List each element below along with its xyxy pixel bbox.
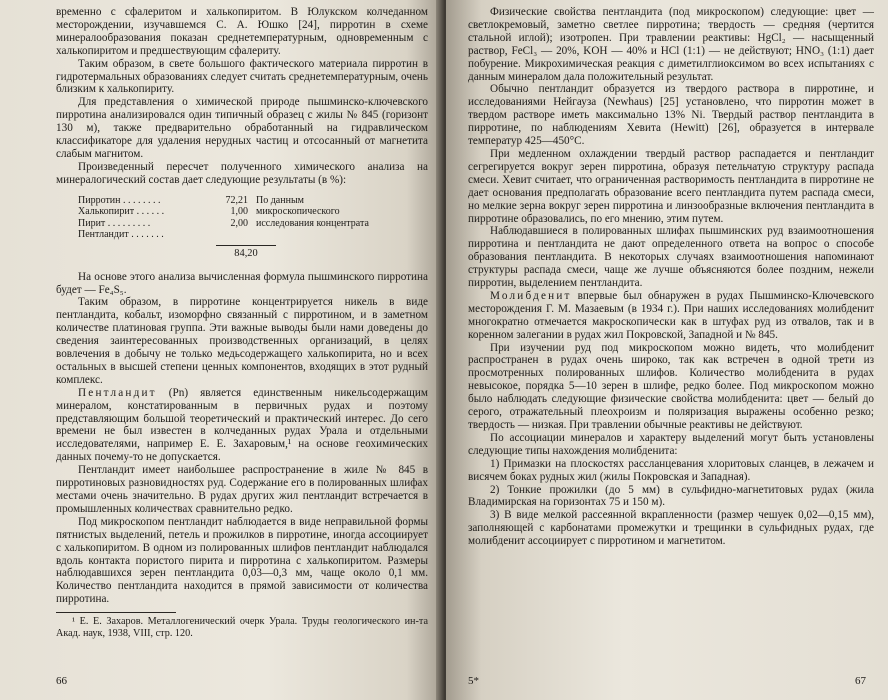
- mineral-value: 1,00: [230, 206, 248, 218]
- mineral-name: Пентландит . . . . . . .: [78, 229, 164, 241]
- mineral-value: 72,21: [225, 194, 248, 206]
- paragraph: По ассоциации минералов и характеру выделений могут быть установлены следующие типы нахождения молибденита:: [468, 431, 874, 457]
- term-pentlandite: Пентландит: [78, 386, 157, 399]
- page-number: 66: [56, 675, 67, 688]
- mineral-composition-table: [78, 195, 428, 241]
- signature-mark: 5*: [468, 675, 479, 688]
- paragraph: При медленном охлаждении твердый раствор распадается и пентландит сегрегируется вокруг зерен пирротина, образуя петельчатую структуру распада смеси. Хевит считает, что ограниченная растворимость пентландита в пирротине не дает основания предполагать образование всего пентландита путем распада смеси, но мелкие зерна вокруг зерен пирротина и линзообразные включения пентландита в пирротине образовались, по его мнению, этим путем.: [468, 147, 874, 225]
- mineral-value: 2,00: [230, 217, 248, 229]
- paragraph: Таким образом, в пирротине концентрируется никель в виде пентландита, кобальт, изоморфно связанный с пирротином, и в заметном количестве платиновая группа. Эти важные выводы были нами доведены до сведения заинтересованных производственных организаций, в целях вовлечения в добычу не только медьсодержащего халькопирита, но и всех остальных в высшей степени ценных компонентов, входящих в этот рудный комплекс.: [56, 296, 428, 386]
- paragraph: Пентландит имеет наибольшее распространение в жиле № 845 в пирротиновых разновидностях руд. Содержание его в полированных шлифах местами очень значительно. В рудах других жил пентландит встречается в промышленных количествах сравнительно редко.: [56, 464, 428, 515]
- term-molybdenite: Молибденит: [490, 289, 572, 302]
- paragraph: Физические свойства пентландита (под микроскопом) следующие: цвет — светлокремовый, заметно светлее пирротина; твердость — средняя (чертится стальной иглой); изотропен. При травлении реактивы: HgCl₂ — насыщенный раствор, FeCl₃ — 20%, KOH — 40% и HCl (1:1) — не действуют; HNO₃ (1:1) дает побурение. Микрохимическая реакция с диметилглиоксимом во всех испытаниях с данным минералом дала положительный результат.: [468, 6, 874, 83]
- paragraph: При изучении руд под микроскопом можно видеть, что молибденит распространен в рудах очень широко, так как встречен в одной трети из просмотренных полированных шлифов. Количество молибденита в рудах невысокое, порядка 5—10 зерен в шлифе, редко более. Под микроскопом можно было наблюдать следующие физические свойства молибденита: цвет — белый до серого, отражательный плеохроизм и поляризация выражены особенно резко; твердость — низкая. При травлении обычные реактивы не действуют.: [468, 341, 874, 431]
- paragraph: На основе этого анализа вычисленная формула пышминского пирротина будет — Fe₄S₅.: [56, 270, 428, 296]
- paragraph: Произведенный пересчет полученного химического анализа на минералогический состав дает следующие результаты (в %):: [56, 160, 428, 186]
- paragraph-molybdenite: [468, 290, 874, 342]
- paragraph: Таким образом, в свете большого фактического материала пирротин в гидротермальных образованиях следует считать среднетемпературным, очень близким к халькопириту.: [56, 57, 428, 96]
- list-item: 3) В виде мелкой рассеянной вкрапленности (размер чешуек 0,02—0,15 мм), заполняющей с карбонатами промежутки и трещинки в сульфидных рудах, где молибденит ассоциирует с пирротином и магнетитом.: [468, 509, 874, 548]
- paragraph-pentlandite: [56, 387, 428, 464]
- paragraph-text: (Pn) является единственным никельсодержащим минералом, констатированным в первичных рудах и поэтому представляющим большой теоретический и практический интерес. До сего времени не был известен в колчеданных рудах Урала и отдельными исследователями, например Е. Е. Захаровым,¹ на основе геохимических данных почему-то не допускается.: [56, 386, 428, 464]
- paragraph-text: впервые был обнаружен в рудах Пышминско-Ключевского месторождения Г. М. Мазаевым (в 1934 г.). При наших исследованиях молибденит многократно отмечается макроскопически как в штуфах руд из отвалов, так и в коренном залегании в рудах жил Покровской, Западной и № 845.: [468, 289, 874, 341]
- left-page: [0, 0, 442, 700]
- paragraph: Под микроскопом пентландит наблюдается в виде неправильной формы пятнистых выделений, петель и прожилков в пирротине, иногда ассоциирует с халькопиритом. В одном из полированных шлифов пентландит наблюдался вдоль контакта пористого пирита и пирротина с халькопиритом. Размеры наблюдавшихся зерен пентландита 0,03—0,3 мм, чаще около 0,1 мм. Количество пентландита находится в прямой зависимости от количества пирротина.: [56, 515, 428, 606]
- mineral-name: Пирротин . . . . . . . .: [78, 194, 161, 206]
- list-item: 1) Примазки на плоскостях рассланцевания хлоритовых сланцев, в лежачем и висячем боках рудных жил (жилы Покровская и Западная).: [468, 457, 874, 483]
- table-note: По данным микроскопического исследования концентрата: [256, 194, 369, 229]
- paragraph: временно с сфалеритом и халькопиритом. В Юлукском колчеданном месторождении, изучавшемся С. А. Юшко [24], пирротин в схеме минералообразования показан среднетемпературным, одновременным с халькопиритом и предшествующим сфалериту.: [56, 6, 428, 57]
- paragraph: Наблюдавшиеся в полированных шлифах пышминских руд взаимоотношения пирротина и пентландита не дают определенного ответа на вопрос о способе образования пентландита. В некоторых случаях взаимоотношения напоминают структуры распада смеси, чаще же лучше объясняются более поздним, нежели пирротин, выделением пентландита.: [468, 225, 874, 290]
- mineral-names: [78, 195, 218, 241]
- footnote-rule: [56, 612, 176, 613]
- page-number: 67: [855, 675, 866, 688]
- paragraph: Обычно пентландит образуется из твердого раствора в пирротине, и исследованиями Нейгауза (Newhaus) [25] установлено, что пирротин может в твердом растворе иметь максимально 13% Ni. Твердый раствор пентландита в пирротине, по наблюдениям Хевита (Hewitt) [26], образуется в интервале температур 425—450°C.: [468, 83, 874, 148]
- mineral-name: Халькопирит . . . . . .: [78, 206, 165, 218]
- table-total: 84,20: [216, 245, 276, 261]
- mineral-values: [218, 195, 248, 241]
- list-item: 2) Тонкие прожилки (до 5 мм) в сульфидно-магнетитовых рудах (жила Владимирская на горизонтах 75 и 150 м).: [468, 483, 874, 509]
- paragraph: Для представления о химической природе пышминско-ключевского пирротина анализировался один типичный образец с жилы № 845 (горизонт 130 м), также предварительно обработанный на гидравлическом классификаторе для удаления нерудных частиц и отсосанный от магнетита слабым магнитом.: [56, 96, 428, 160]
- right-page: [446, 0, 888, 700]
- mineral-name: Пирит . . . . . . . . .: [78, 217, 151, 229]
- footnote: ¹ Е. Е. Захаров. Металлогенический очерк Урала. Труды геологического ин-та Акад. наук, 1938, VIII, стр. 120.: [56, 616, 428, 639]
